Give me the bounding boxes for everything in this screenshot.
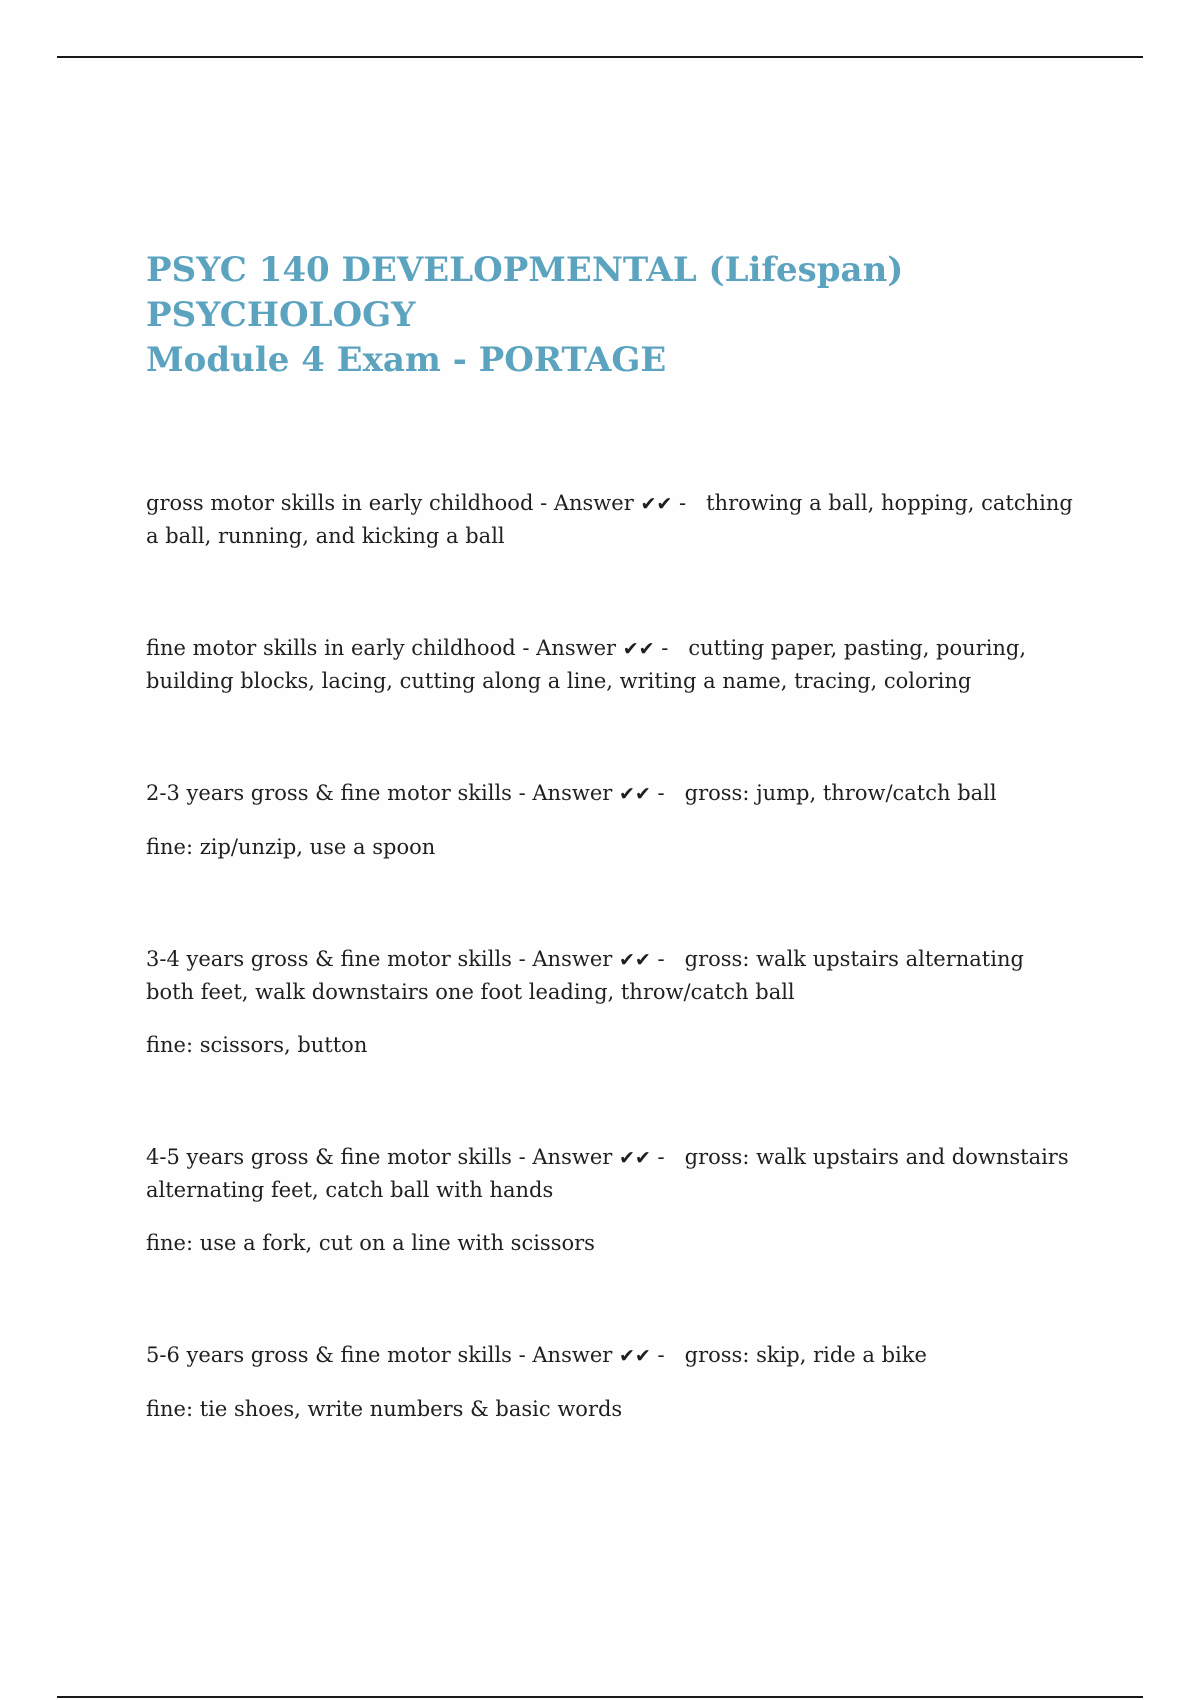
double-check-icon: ✔✔ (640, 493, 673, 515)
top-rule (57, 56, 1143, 58)
qa-item (146, 943, 1076, 1061)
qa-item (146, 487, 1076, 552)
answer-text: gross: walk upstairs and downstairs alternating feet, catch ball with hands (146, 1145, 1069, 1202)
qa-main-line: 4-5 years gross & fine motor skills - Answer ✔✔ - gross: walk upstairs and downstairs alternating feet, catch ball with hands (146, 1145, 1069, 1202)
question-text: 5-6 years gross & fine motor skills (146, 1343, 512, 1367)
answer-marker: Answer (536, 636, 617, 660)
answer-text: gross: skip, ride a bike (684, 1343, 927, 1367)
answer-marker: Answer (532, 947, 613, 971)
title-line-1: PSYC 140 DEVELOPMENTAL (Lifespan) PSYCHOLOGY (146, 250, 904, 335)
title-line-2: Module 4 Exam - PORTAGE (146, 340, 667, 380)
double-check-icon: ✔✔ (619, 783, 651, 805)
qa-main-line: gross motor skills in early childhood - Answer ✔✔ - throwing a ball, hopping, catching a ball, running, and kicking a ball (146, 491, 1073, 548)
question-text: 2-3 years gross & fine motor skills (146, 781, 512, 805)
qa-main-line: 5-6 years gross & fine motor skills - Answer ✔✔ - gross: skip, ride a bike (146, 1343, 927, 1367)
answer-extra-line: fine: zip/unzip, use a spoon (146, 835, 436, 859)
double-check-icon: ✔✔ (619, 949, 651, 971)
qa-item (146, 632, 1076, 697)
qa-item (146, 1141, 1076, 1259)
bottom-rule (57, 1696, 1143, 1698)
answer-marker: Answer (532, 1343, 613, 1367)
qa-list (146, 487, 1076, 1425)
answer-extra-line: fine: use a fork, cut on a line with scissors (146, 1231, 595, 1255)
double-check-icon: ✔✔ (619, 1147, 651, 1169)
answer-text: gross: jump, throw/catch ball (684, 781, 997, 805)
answer-marker: Answer (532, 1145, 613, 1169)
question-text: fine motor skills in early childhood (146, 636, 516, 660)
question-text: 3-4 years gross & fine motor skills (146, 947, 512, 971)
answer-text: throwing a ball, hopping, catching a ball, running, and kicking a ball (146, 491, 1073, 548)
answer-marker: Answer (532, 781, 613, 805)
double-check-icon: ✔✔ (622, 638, 655, 660)
question-text: 4-5 years gross & fine motor skills (146, 1145, 512, 1169)
double-check-icon: ✔✔ (619, 1345, 651, 1367)
answer-text: cutting paper, pasting, pouring, building blocks, lacing, cutting along a line, writing a name, tracing, coloring (146, 636, 1027, 693)
document-title (146, 248, 1076, 383)
qa-item (146, 777, 1076, 863)
document-body (146, 248, 1076, 1425)
qa-item (146, 1339, 1076, 1425)
answer-extra-line: fine: scissors, button (146, 1033, 368, 1057)
question-text: gross motor skills in early childhood (146, 491, 534, 515)
answer-text: gross: walk upstairs alternating both feet, walk downstairs one foot leading, throw/catch ball (146, 947, 1024, 1004)
qa-main-line: 3-4 years gross & fine motor skills - Answer ✔✔ - gross: walk upstairs alternating both feet, walk downstairs one foot leading, throw/catch ball (146, 947, 1024, 1004)
answer-marker: Answer (553, 491, 634, 515)
qa-main-line: 2-3 years gross & fine motor skills - Answer ✔✔ - gross: jump, throw/catch ball (146, 781, 997, 805)
answer-extra-line: fine: tie shoes, write numbers & basic words (146, 1397, 623, 1421)
qa-main-line: fine motor skills in early childhood - Answer ✔✔ - cutting paper, pasting, pouring, building blocks, lacing, cutting along a line, writing a name, tracing, coloring (146, 636, 1027, 693)
